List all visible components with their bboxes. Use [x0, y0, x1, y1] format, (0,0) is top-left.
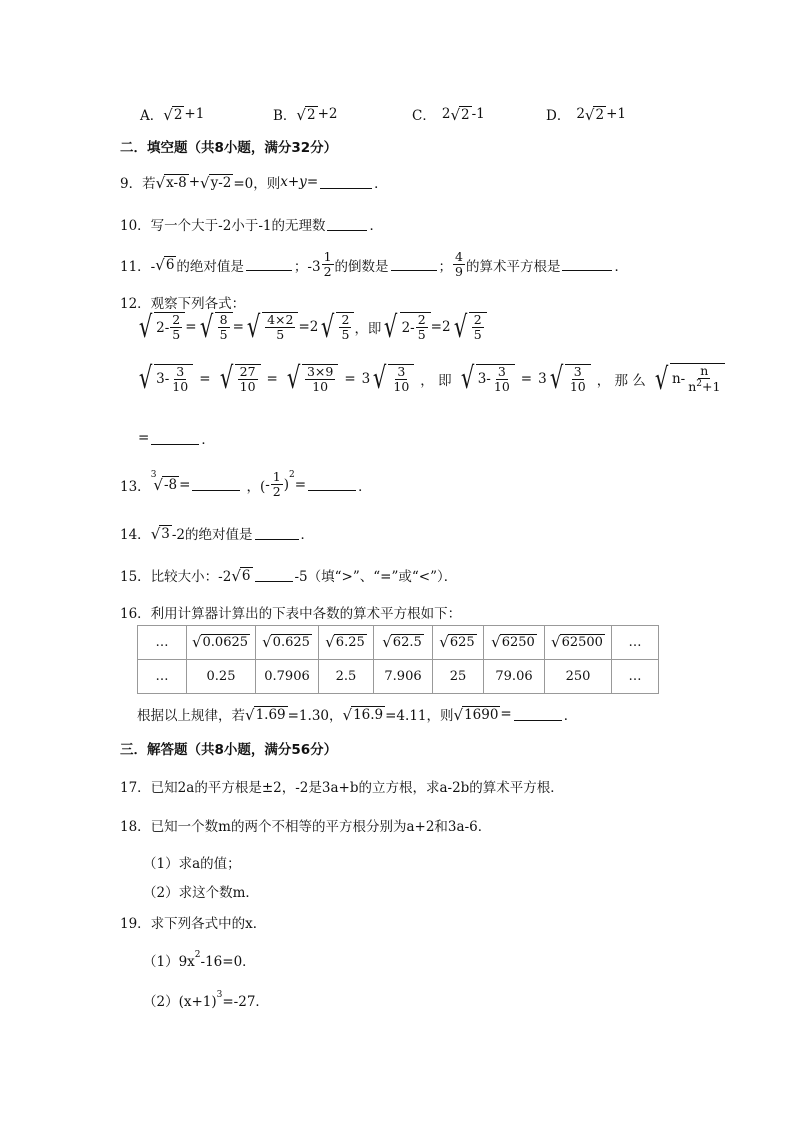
question-12-line-1	[136, 309, 487, 345]
question-13	[120, 470, 372, 500]
fraction	[568, 365, 588, 395]
fraction	[686, 364, 722, 395]
q-text: =	[298, 319, 310, 336]
table-cell: √ 0.0625	[187, 626, 256, 660]
answer-blank[interactable]	[246, 258, 292, 271]
denominator: 10	[312, 378, 329, 394]
denominator: 5	[172, 327, 181, 343]
fraction	[265, 313, 295, 343]
numerator: 2	[417, 312, 426, 327]
radicand: 1.69	[255, 706, 286, 723]
fraction	[305, 365, 335, 395]
numerator: 3	[497, 363, 506, 379]
sqrt: √ 2	[163, 105, 183, 124]
option-b	[273, 104, 337, 124]
q-text: 3-	[156, 371, 170, 388]
cube-root: √ -8	[153, 476, 178, 495]
question-19: 19．求下列各式中的x．	[120, 916, 267, 932]
fraction	[322, 250, 334, 280]
denominator: n	[688, 379, 697, 395]
q-text: -5（填“>”、“=”或“<”）．	[294, 569, 458, 585]
sqrt: √ $\frac{2}{5}$	[318, 312, 354, 343]
radicand: 6250	[501, 635, 535, 650]
numerator: 1	[272, 469, 281, 484]
answer-blank[interactable]	[192, 478, 240, 491]
radicand: 0.0625	[202, 635, 249, 650]
sqrt: √ 1.69	[245, 705, 286, 724]
fraction	[339, 313, 351, 343]
q-text: 15．比较大小：-2	[120, 569, 232, 585]
answer-blank[interactable]	[320, 176, 372, 189]
q-text: =	[294, 476, 307, 493]
option-c	[412, 104, 485, 124]
radicand: x-8	[166, 174, 187, 191]
exponent: 2	[289, 470, 295, 480]
denominator: 5	[473, 327, 482, 343]
sqrt: √ 2- $\frac{2}{5}$	[136, 312, 185, 343]
q-text: （1）9x	[143, 954, 195, 970]
sqrt: √ 2	[584, 105, 605, 124]
radicand: 6.25	[335, 635, 365, 650]
numerator: 2	[341, 312, 350, 327]
table-cell: 0.25	[187, 660, 256, 694]
fraction	[453, 250, 465, 280]
denominator: 5	[341, 327, 350, 343]
sqrt: √ 1690	[453, 705, 499, 724]
radicand: 62500	[561, 635, 603, 650]
question-12-line-3: = ．	[138, 430, 215, 448]
option-coef: 2	[576, 106, 585, 122]
denominator: 5	[219, 327, 228, 343]
radicand: 625	[449, 635, 475, 650]
answer-blank[interactable]	[391, 258, 437, 271]
numerator: 2	[172, 312, 181, 327]
table-cell: …	[138, 660, 187, 694]
sqrt: √ x-8	[155, 173, 187, 192]
q-text: 的倒数是	[334, 258, 389, 275]
sqrt: √ $\frac{3\times 9}{10}$	[284, 364, 339, 395]
q-text: 3-	[477, 371, 491, 388]
denominator: 10	[393, 378, 410, 394]
q-text: 的算术平方根是	[465, 258, 561, 275]
q-text: =	[179, 476, 191, 493]
q-text: =0，则	[233, 176, 281, 192]
question-16-followup	[137, 704, 577, 724]
option-label: A．	[140, 108, 164, 124]
sqrt: √ 3- $\frac{3}{10}$	[458, 364, 515, 395]
q-text: =4.11，则	[385, 708, 454, 724]
q-text: =-27．	[222, 994, 269, 1010]
sqrt: √ 3	[150, 524, 170, 543]
q-text: -16=0．	[200, 954, 256, 970]
table-row	[138, 660, 659, 694]
table-cell: …	[612, 626, 659, 660]
q-text: ．	[374, 176, 388, 192]
sqrt: √ $\frac{3}{10}$	[547, 364, 591, 395]
radicand: 1690	[464, 706, 499, 723]
table-cell: 2.5	[319, 660, 374, 694]
numerator: 4×2	[267, 312, 294, 327]
q-text: 13．	[120, 478, 151, 495]
answer-blank[interactable]	[327, 218, 367, 231]
q-text: =	[185, 319, 197, 336]
q-text: ，即	[354, 321, 382, 338]
table-cell: …	[138, 626, 187, 660]
radicand: 0.625	[272, 635, 310, 650]
radicand: 2	[173, 106, 183, 123]
q-text: 2	[441, 319, 451, 336]
sqrt: √ $\frac{8}{5}$	[197, 312, 233, 343]
option-rest: +2	[317, 106, 338, 122]
table-cell: √ 625	[433, 626, 484, 660]
sqrt: √ $\frac{27}{10}$	[217, 364, 261, 395]
sqrt: √ 3- $\frac{3}{10}$	[136, 364, 193, 395]
sqrt: √ 6	[155, 256, 175, 275]
table-cell: 25	[433, 660, 484, 694]
q-text: ．	[614, 258, 628, 275]
fraction	[170, 365, 190, 395]
radicand: 6	[165, 257, 175, 274]
table-cell: √ 6250	[484, 626, 545, 660]
sqrt: √ 2	[450, 105, 470, 124]
q-text: =	[306, 174, 319, 190]
question-10	[120, 214, 383, 234]
q-text: =	[430, 319, 442, 336]
question-9	[120, 172, 388, 192]
radicand: 2	[595, 106, 605, 123]
q-text: =	[199, 370, 211, 387]
q-text: ， 那 么	[596, 372, 646, 389]
table-cell: √ 0.625	[256, 626, 319, 660]
denominator: 5	[276, 327, 285, 343]
numerator: n	[700, 363, 709, 378]
question-18-part-1: （1）求a的值；	[143, 856, 241, 872]
q-text: =	[138, 430, 150, 446]
table-cell: …	[612, 660, 659, 694]
q-text: -	[265, 476, 270, 493]
denominator: 2	[323, 264, 332, 280]
numerator: 8	[219, 312, 228, 327]
question-12-title: 12．观察下列各式：	[120, 296, 246, 312]
option-rest: +1	[606, 106, 626, 122]
section-2-heading: 二．填空题（共8小题，满分32分）	[120, 140, 338, 156]
fraction	[238, 365, 258, 395]
fraction	[492, 365, 512, 395]
q-text: ；-3	[293, 258, 321, 275]
q-text: =	[232, 319, 244, 336]
question-19-part-1	[143, 950, 256, 970]
option-rest: +1	[184, 106, 205, 122]
q-text: 10．写一个大于-2小于-1的无理数	[120, 218, 326, 234]
q-text: ．	[300, 527, 314, 543]
q-text: ，(	[246, 478, 266, 495]
fraction	[416, 313, 428, 343]
table-cell: 79.06	[484, 660, 545, 694]
exponent: 3	[216, 990, 223, 1000]
q-var: x+y	[280, 174, 307, 190]
exponent: 2	[696, 379, 702, 390]
q-text: =	[500, 706, 512, 722]
numerator: 3	[176, 363, 185, 379]
sqrt: √ n- $\frac{n}{n^2+1}$	[652, 363, 726, 395]
q-text: 2	[309, 319, 319, 336]
radicand: -8	[163, 477, 178, 494]
table-row	[138, 626, 659, 660]
table-cell: √ 62500	[545, 626, 612, 660]
exponent: 2	[194, 950, 201, 960]
q-text: =	[520, 370, 533, 387]
answer-blank[interactable]	[151, 432, 199, 445]
question-14	[120, 523, 314, 543]
option-d	[546, 104, 626, 124]
question-19-part-2	[143, 990, 269, 1010]
question-18: 18．已知一个数m的两个不相等的平方根分别为a+2和3a-6．	[120, 819, 492, 835]
radicand: 3	[161, 525, 170, 542]
table-cell: 250	[545, 660, 612, 694]
option-rest: -1	[471, 106, 485, 122]
fraction	[170, 313, 182, 343]
q-text: =	[344, 370, 356, 387]
denominator-rest: +1	[702, 379, 721, 395]
q-text: 11．-	[120, 258, 156, 275]
question-17: 17．已知2a的平方根是±2，-2是3a+b的立方根，求a-2b的算术平方根．	[120, 780, 564, 796]
q-text: ， 即	[420, 372, 452, 389]
radicand: 16.9	[353, 706, 384, 723]
numerator: 2	[473, 312, 482, 327]
q-text: 9．若	[120, 176, 156, 192]
section-3-heading: 三．解答题（共8小题，满分56分）	[120, 742, 338, 758]
sqrt: √ 2- $\frac{2}{5}$	[381, 312, 430, 343]
answer-blank[interactable]	[255, 527, 299, 540]
q-text: 根据以上规律，若	[137, 708, 245, 724]
option-label: C．	[412, 108, 436, 124]
answer-blank[interactable]	[514, 708, 562, 721]
denominator: 5	[417, 327, 426, 343]
question-18-part-2: （2）求这个数m．	[143, 885, 259, 901]
radicand: 2	[461, 106, 470, 123]
radicand: y-2	[210, 174, 232, 191]
table-cell: √ 6.25	[319, 626, 374, 660]
sqrt: √ 2	[296, 105, 316, 124]
q-text: =1.30，	[287, 708, 343, 724]
numerator: 4	[455, 249, 463, 264]
q-text: +	[188, 174, 200, 190]
sqrt: √ 16.9	[342, 705, 384, 724]
sqrt: √ y-2	[200, 173, 232, 192]
sqrt: √ $\frac{4\times 2}{5}$	[244, 312, 299, 343]
fraction	[391, 365, 411, 395]
q-text: 3	[361, 370, 371, 387]
q-text: ．	[369, 218, 383, 234]
q-text: 的绝对值是	[176, 258, 244, 275]
answer-blank[interactable]	[255, 569, 293, 582]
answer-blank[interactable]	[562, 258, 612, 271]
numerator: 3×9	[306, 363, 334, 379]
sqrt: √ $\frac{2}{5}$	[451, 312, 487, 343]
radicand: 6	[241, 567, 251, 584]
denominator: 2	[272, 484, 281, 500]
q-text: 2-	[156, 319, 170, 336]
q-text: )	[283, 476, 290, 493]
numerator: 3	[397, 363, 406, 379]
fraction	[472, 313, 484, 343]
q-text: -2的绝对值是	[171, 527, 253, 543]
question-11	[120, 250, 628, 280]
numerator: 27	[239, 363, 256, 379]
table-cell: 0.7906	[256, 660, 319, 694]
sqrt: √ 6	[231, 566, 251, 585]
option-label: B．	[273, 108, 297, 124]
option-a	[140, 104, 204, 124]
q-text: =	[266, 370, 278, 387]
numerator: 1	[323, 249, 332, 264]
denominator: 9	[455, 264, 463, 280]
q-text: ；	[438, 258, 453, 275]
denominator: 10	[172, 378, 189, 394]
table-cell: 7.906	[374, 660, 433, 694]
root-index: 3	[150, 470, 157, 480]
fraction	[218, 313, 230, 343]
answer-blank[interactable]	[308, 478, 356, 491]
q-text: （2）(x+1)	[143, 994, 217, 1010]
denominator: 10	[493, 378, 510, 394]
sqrt-table	[137, 625, 659, 694]
q-text: 3	[538, 370, 547, 387]
q-text: 14．	[120, 527, 151, 543]
q-text: n-	[671, 371, 686, 388]
option-coef: 2	[441, 106, 451, 122]
q-text: 2-	[401, 319, 415, 336]
question-15	[120, 565, 457, 585]
radicand: 62.5	[392, 635, 422, 650]
question-16-title: 16．利用计算器计算出的下表中各数的算术平方根如下：	[120, 606, 462, 622]
option-label: D．	[546, 108, 571, 124]
denominator: 10	[569, 378, 586, 394]
radicand: 2	[306, 106, 316, 123]
numerator: 3	[573, 363, 582, 379]
question-12-line-2	[136, 363, 725, 395]
q-text: ．	[358, 478, 372, 495]
q-text: ．	[563, 708, 578, 724]
fraction	[271, 470, 283, 500]
table-cell: √ 62.5	[374, 626, 433, 660]
sqrt: √ $\frac{3}{10}$	[370, 364, 414, 395]
denominator: 10	[239, 378, 256, 394]
